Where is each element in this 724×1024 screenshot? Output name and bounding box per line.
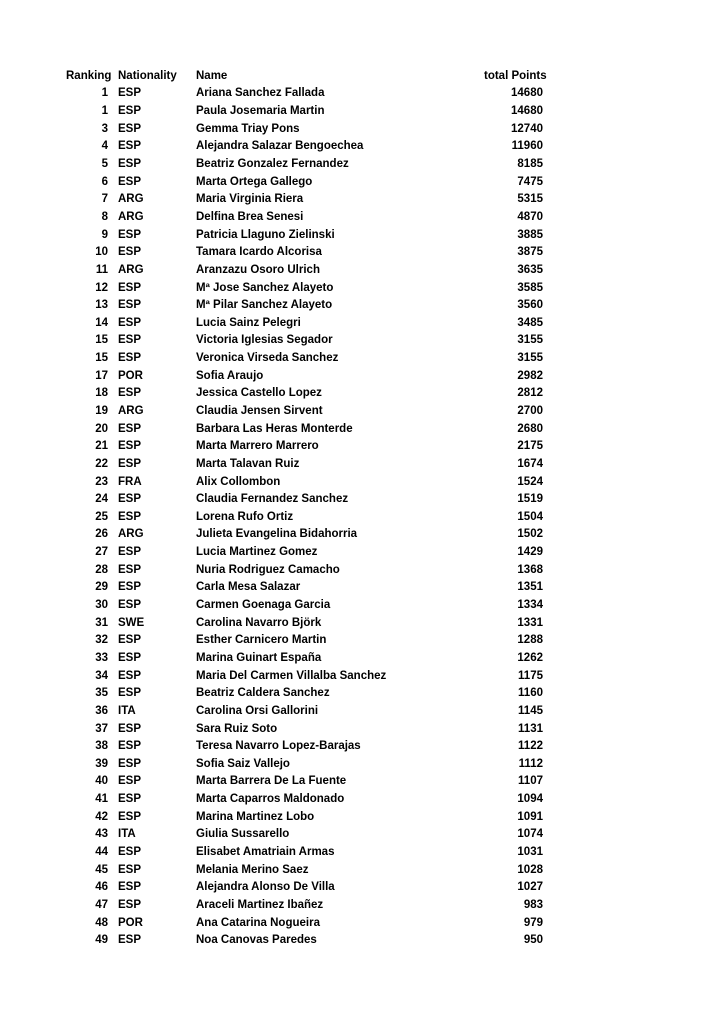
- cell-points: 1334: [517, 599, 543, 612]
- cell-points: 1502: [517, 528, 543, 541]
- cell-name: Marina Martinez Lobo: [196, 810, 315, 823]
- cell-nationality: ESP: [118, 581, 142, 594]
- cell-nationality: ESP: [118, 722, 142, 735]
- table-row: [66, 720, 543, 738]
- cell-points: 1160: [518, 687, 543, 700]
- cell-name: Ariana Sanchez Fallada: [196, 87, 325, 100]
- cell-ranking: 36: [95, 704, 108, 717]
- cell-points: 3485: [517, 316, 543, 329]
- table-row: [66, 332, 543, 350]
- cell-nationality: SWE: [118, 616, 145, 629]
- cell-points: 1027: [517, 881, 543, 894]
- cell-ranking: 10: [95, 246, 108, 259]
- table-row: [66, 226, 543, 244]
- cell-ranking: 40: [95, 775, 108, 788]
- cell-points: 3635: [517, 263, 543, 276]
- table-row: [66, 667, 543, 685]
- table-row: [66, 279, 543, 297]
- cell-ranking: 6: [101, 175, 108, 188]
- cell-name: Claudia Fernandez Sanchez: [196, 493, 349, 506]
- cell-nationality: ESP: [118, 140, 142, 153]
- table-row: [66, 914, 543, 932]
- cell-nationality: ARG: [118, 404, 144, 417]
- cell-points: 1031: [517, 846, 543, 858]
- cell-ranking: 26: [95, 528, 108, 541]
- cell-points: 3560: [517, 299, 543, 312]
- cell-ranking: 11: [95, 263, 108, 276]
- table-row: [66, 367, 543, 385]
- cell-ranking: 31: [95, 616, 108, 629]
- cell-ranking: 45: [95, 863, 108, 876]
- table-row: [66, 155, 543, 173]
- cell-name: Aranzazu Osoro Ulrich: [196, 263, 320, 276]
- cell-name: Marta Caparros Maldonado: [196, 793, 345, 806]
- cell-nationality: ESP: [118, 563, 142, 576]
- table-row: [66, 349, 543, 367]
- cell-nationality: ESP: [118, 634, 142, 647]
- table-row: [66, 208, 543, 226]
- cell-name: Carmen Goenaga Garcia: [196, 599, 331, 612]
- cell-ranking: 14: [95, 316, 108, 329]
- cell-nationality: ESP: [118, 510, 142, 523]
- cell-ranking: 15: [95, 334, 108, 347]
- cell-name: Marina Guinart España: [196, 651, 322, 664]
- cell-name: Lucia Sainz Pelegri: [196, 316, 301, 329]
- table-row: [66, 526, 543, 544]
- cell-points: 3885: [517, 228, 543, 241]
- table-row: [66, 896, 543, 914]
- cell-ranking: 27: [95, 546, 108, 559]
- table-row: [66, 861, 543, 879]
- table-row: [66, 755, 543, 773]
- table-body: [66, 85, 543, 949]
- cell-points: 1094: [517, 793, 543, 806]
- cell-ranking: 34: [95, 669, 108, 682]
- table-row: [66, 261, 543, 279]
- ranking-table: [66, 67, 547, 949]
- cell-name: Sofia Saiz Vallejo: [196, 757, 290, 770]
- cell-name: Sara Ruiz Soto: [196, 722, 278, 735]
- cell-ranking: 3: [101, 122, 108, 135]
- cell-points: 2175: [517, 440, 543, 453]
- cell-nationality: ESP: [118, 775, 142, 788]
- cell-points: 1107: [518, 775, 543, 788]
- cell-ranking: 18: [95, 387, 108, 400]
- cell-nationality: ESP: [118, 228, 142, 241]
- cell-name: Marta Ortega Gallego: [196, 175, 313, 188]
- cell-points: 1122: [518, 740, 543, 753]
- cell-nationality: ESP: [118, 422, 142, 435]
- cell-ranking: 4: [101, 140, 108, 153]
- cell-points: 1175: [518, 669, 543, 682]
- header-ranking: Ranking: [66, 69, 112, 82]
- cell-ranking: 25: [95, 510, 108, 523]
- cell-nationality: ESP: [118, 934, 142, 947]
- cell-points: 3585: [517, 281, 543, 294]
- cell-nationality: ESP: [118, 158, 142, 171]
- cell-points: 1674: [517, 457, 543, 470]
- cell-name: Noa Canovas Paredes: [196, 934, 317, 947]
- table-row: [66, 649, 543, 667]
- cell-nationality: ESP: [118, 599, 142, 612]
- cell-points: 1262: [517, 651, 543, 664]
- table-row: [66, 508, 543, 526]
- cell-name: Lucia Martinez Gomez: [196, 546, 318, 559]
- table-row: [66, 455, 543, 473]
- cell-nationality: ESP: [118, 493, 142, 506]
- cell-points: 5315: [517, 193, 543, 206]
- cell-name: Carolina Navarro Björk: [196, 616, 322, 629]
- cell-points: 1524: [517, 475, 543, 488]
- cell-ranking: 43: [95, 828, 108, 841]
- cell-ranking: 21: [95, 440, 108, 453]
- table-row: [66, 843, 543, 861]
- cell-points: 14680: [511, 105, 543, 118]
- cell-points: 1145: [518, 704, 543, 717]
- cell-nationality: ESP: [118, 281, 142, 294]
- cell-name: Sofia Araujo: [196, 369, 264, 382]
- cell-name: Melania Merino Saez: [196, 863, 309, 876]
- cell-nationality: ESP: [118, 881, 142, 894]
- cell-nationality: ESP: [118, 793, 142, 806]
- table-row: [66, 190, 543, 208]
- cell-name: Veronica Virseda Sanchez: [196, 352, 339, 365]
- cell-nationality: ESP: [118, 175, 142, 188]
- cell-nationality: ESP: [118, 457, 142, 470]
- cell-nationality: ESP: [118, 669, 142, 682]
- cell-nationality: ESP: [118, 440, 142, 453]
- cell-ranking: 33: [95, 651, 108, 664]
- cell-ranking: 13: [95, 299, 108, 312]
- cell-points: 12740: [511, 122, 543, 135]
- cell-name: Alix Collombon: [196, 475, 281, 488]
- cell-points: 1091: [517, 810, 543, 823]
- cell-nationality: ITA: [118, 828, 136, 841]
- cell-name: Elisabet Amatriain Armas: [196, 846, 335, 858]
- cell-name: Delfina Brea Senesi: [196, 210, 304, 223]
- table-row: [66, 773, 543, 791]
- cell-ranking: 9: [101, 228, 108, 241]
- cell-ranking: 5: [101, 158, 108, 171]
- cell-name: Marta Barrera De La Fuente: [196, 775, 347, 788]
- cell-nationality: ESP: [118, 687, 142, 700]
- cell-points: 3875: [517, 246, 543, 259]
- table-row: [66, 314, 543, 332]
- cell-name: Claudia Jensen Sirvent: [196, 404, 323, 417]
- cell-points: 2982: [517, 369, 543, 382]
- cell-ranking: 37: [95, 722, 108, 735]
- cell-name: Alejandra Salazar Bengoechea: [196, 140, 364, 153]
- cell-ranking: 1: [101, 105, 108, 118]
- table-row: [66, 684, 543, 702]
- table-row: [66, 120, 543, 138]
- cell-name: Carla Mesa Salazar: [196, 581, 301, 594]
- cell-name: Marta Marrero Marrero: [196, 440, 319, 453]
- cell-name: Teresa Navarro Lopez-Barajas: [196, 740, 361, 753]
- cell-name: Nuria Rodriguez Camacho: [196, 563, 340, 576]
- cell-nationality: ESP: [118, 863, 142, 876]
- cell-ranking: 47: [95, 898, 108, 911]
- cell-points: 14680: [511, 87, 543, 100]
- table-row: [66, 243, 543, 261]
- table-row: [66, 437, 543, 455]
- table-header-row: [66, 67, 547, 85]
- table-row: [66, 296, 543, 314]
- table-row: [66, 138, 543, 156]
- cell-nationality: ESP: [118, 387, 142, 400]
- cell-ranking: 22: [95, 457, 108, 470]
- cell-nationality: ESP: [118, 898, 142, 911]
- cell-name: Julieta Evangelina Bidahorria: [196, 528, 358, 541]
- cell-nationality: ESP: [118, 757, 142, 770]
- cell-name: Beatriz Gonzalez Fernandez: [196, 158, 349, 171]
- cell-nationality: ESP: [118, 87, 142, 100]
- table-row: [66, 385, 543, 403]
- cell-points: 1131: [518, 722, 543, 735]
- cell-points: 983: [523, 898, 543, 911]
- cell-ranking: 24: [95, 493, 108, 506]
- cell-ranking: 28: [95, 563, 108, 576]
- table-row: [66, 702, 543, 720]
- cell-name: Alejandra Alonso De Villa: [196, 881, 335, 894]
- header-name: Name: [196, 69, 228, 82]
- cell-name: Maria Del Carmen Villalba Sanchez: [196, 669, 387, 682]
- cell-name: Mª Pilar Sanchez Alayeto: [196, 299, 333, 312]
- cell-nationality: ITA: [118, 704, 136, 717]
- header-nationality: Nationality: [118, 69, 177, 82]
- cell-nationality: ARG: [118, 193, 144, 206]
- cell-nationality: ESP: [118, 651, 142, 664]
- cell-points: 1429: [517, 546, 543, 559]
- cell-points: 1504: [517, 510, 543, 523]
- cell-ranking: 15: [95, 352, 108, 365]
- cell-ranking: 17: [95, 369, 108, 382]
- cell-ranking: 1: [101, 87, 108, 100]
- cell-nationality: FRA: [118, 475, 142, 488]
- cell-points: 1288: [517, 634, 543, 647]
- table-row: [66, 632, 543, 650]
- cell-name: Paula Josemaria Martin: [196, 105, 325, 118]
- cell-nationality: ESP: [118, 546, 142, 559]
- cell-ranking: 7: [101, 193, 108, 206]
- cell-points: 1519: [517, 493, 543, 506]
- cell-points: 2680: [517, 422, 543, 435]
- table-row: [66, 826, 543, 844]
- cell-points: 1028: [517, 863, 543, 876]
- cell-ranking: 30: [95, 599, 108, 612]
- cell-ranking: 29: [95, 581, 108, 594]
- cell-nationality: ESP: [118, 352, 142, 365]
- cell-name: Carolina Orsi Gallorini: [196, 704, 319, 717]
- cell-points: 1112: [518, 757, 543, 770]
- table-row: [66, 931, 543, 949]
- cell-nationality: ARG: [118, 210, 144, 223]
- cell-ranking: 20: [95, 422, 108, 435]
- cell-name: Araceli Martinez Ibañez: [196, 898, 324, 911]
- cell-nationality: ESP: [118, 316, 142, 329]
- table-row: [66, 579, 543, 597]
- table-row: [66, 737, 543, 755]
- cell-points: 1074: [517, 828, 543, 841]
- cell-name: Ana Catarina Nogueira: [196, 916, 320, 929]
- cell-points: 1351: [517, 581, 543, 594]
- table-row: [66, 85, 543, 103]
- cell-ranking: 32: [95, 634, 108, 647]
- cell-nationality: POR: [118, 369, 143, 382]
- cell-nationality: ESP: [118, 810, 142, 823]
- cell-points: 1368: [517, 563, 543, 576]
- cell-name: Patricia Llaguno Zielinski: [196, 228, 335, 241]
- cell-points: 8185: [517, 158, 543, 171]
- table-row: [66, 596, 543, 614]
- table-row: [66, 473, 543, 491]
- cell-ranking: 38: [95, 740, 108, 753]
- cell-points: 2812: [517, 387, 543, 400]
- cell-name: Gemma Triay Pons: [196, 122, 300, 135]
- cell-name: Maria Virginia Riera: [196, 193, 304, 206]
- header-total-points: total Points: [484, 69, 547, 82]
- cell-ranking: 35: [95, 687, 108, 700]
- cell-points: 3155: [517, 334, 543, 347]
- table-row: [66, 420, 543, 438]
- cell-name: Giulia Sussarello: [196, 828, 290, 841]
- cell-nationality: ARG: [118, 263, 144, 276]
- table-row: [66, 808, 543, 826]
- cell-nationality: ESP: [118, 334, 142, 347]
- cell-points: 2700: [517, 404, 543, 417]
- cell-points: 979: [523, 916, 543, 929]
- cell-points: 1331: [517, 616, 543, 629]
- cell-points: 950: [523, 934, 543, 947]
- cell-name: Barbara Las Heras Monterde: [196, 422, 353, 435]
- cell-nationality: ARG: [118, 528, 144, 541]
- table-row: [66, 790, 543, 808]
- cell-name: Marta Talavan Ruiz: [196, 457, 300, 470]
- table-row: [66, 402, 543, 420]
- cell-name: Lorena Rufo Ortiz: [196, 510, 294, 523]
- cell-points: 3155: [517, 352, 543, 365]
- cell-name: Mª Jose Sanchez Alayeto: [196, 281, 334, 294]
- cell-nationality: ESP: [118, 105, 142, 118]
- cell-name: Esther Carnicero Martin: [196, 634, 327, 647]
- table-row: [66, 490, 543, 508]
- cell-ranking: 41: [95, 793, 108, 806]
- table-row: [66, 561, 543, 579]
- cell-ranking: 12: [95, 281, 108, 294]
- cell-ranking: 46: [95, 881, 108, 894]
- cell-ranking: 19: [95, 404, 108, 417]
- cell-ranking: 8: [101, 210, 108, 223]
- table-row: [66, 173, 543, 191]
- cell-name: Beatriz Caldera Sanchez: [196, 687, 330, 700]
- table-row: [66, 878, 543, 896]
- cell-name: Victoria Iglesias Segador: [196, 334, 333, 347]
- cell-nationality: POR: [118, 916, 143, 929]
- cell-nationality: ESP: [118, 122, 142, 135]
- table-row: [66, 102, 543, 120]
- cell-nationality: ESP: [118, 299, 142, 312]
- cell-points: 4870: [517, 210, 543, 223]
- cell-nationality: ESP: [118, 846, 142, 858]
- cell-ranking: 39: [95, 757, 108, 770]
- cell-name: Jessica Castello Lopez: [196, 387, 322, 400]
- cell-name: Tamara Icardo Alcorisa: [196, 246, 322, 259]
- table-row: [66, 543, 543, 561]
- cell-points: 11960: [511, 140, 543, 153]
- cell-ranking: 23: [95, 475, 108, 488]
- cell-ranking: 44: [95, 846, 108, 858]
- cell-ranking: 48: [95, 916, 108, 929]
- table-row: [66, 614, 543, 632]
- cell-nationality: ESP: [118, 246, 142, 259]
- cell-points: 7475: [517, 175, 543, 188]
- cell-ranking: 42: [95, 810, 108, 823]
- cell-nationality: ESP: [118, 740, 142, 753]
- cell-ranking: 49: [95, 934, 108, 947]
